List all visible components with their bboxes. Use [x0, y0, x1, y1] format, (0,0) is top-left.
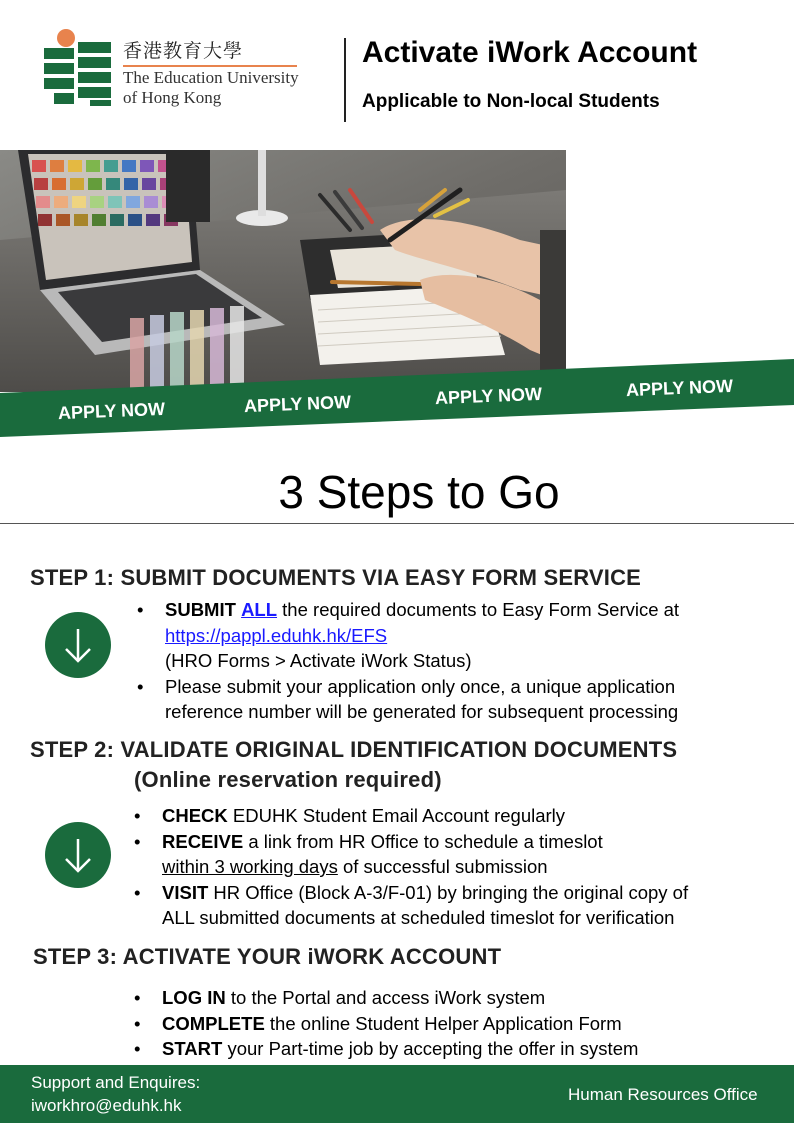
list-item [137, 597, 680, 623]
keyword: VISIT [162, 881, 209, 903]
bullet-text: to the Portal and access iWork system [230, 987, 546, 1008]
logo-english-name-line1: The Education University [123, 68, 299, 87]
efs-link[interactable]: https://pappl.eduhk.hk/EFS [165, 624, 388, 646]
list-item-continuation [162, 905, 688, 931]
all-link[interactable]: ALL [241, 599, 278, 620]
office-name: Human Resources Office [568, 1085, 758, 1104]
bullet: • [134, 1012, 141, 1034]
section-divider [0, 523, 794, 524]
support-email-link[interactable]: iworkhro@eduhk.hk [31, 1096, 182, 1115]
step1-list [137, 597, 680, 725]
bullet: • [134, 1038, 141, 1059]
keyword: COMPLETE [162, 1012, 265, 1034]
logo-english-name-line2: of Hong Kong [123, 88, 222, 107]
apply-now-button-2[interactable]: APPLY NOW [243, 391, 352, 417]
support-label: Support and Enquires: [31, 1073, 201, 1092]
bullet: • [137, 599, 144, 620]
step1-heading: STEP 1: SUBMIT DOCUMENTS VIA EASY FORM SERVICE [30, 565, 642, 590]
bullet: • [134, 830, 141, 852]
list-item [134, 1036, 639, 1062]
logo-chinese-name: 香港教育大學 [123, 40, 244, 62]
apply-now-banner [0, 355, 794, 445]
list-item-continuation [165, 648, 679, 674]
page-title: Activate iWork Account [362, 36, 698, 69]
apply-now-button-4[interactable]: APPLY NOW [625, 375, 734, 401]
page-subtitle: Applicable to Non-local Students [362, 91, 660, 112]
step3-heading: STEP 3: ACTIVATE YOUR iWORK ACCOUNT [33, 944, 502, 969]
bullet: • [134, 881, 141, 903]
bullet-text: ALL submitted documents at scheduled timeslot for verification [162, 907, 675, 928]
list-item [134, 880, 689, 906]
bullet-text: Please submit your application only once, a unique application [165, 675, 676, 697]
list-item [134, 803, 688, 829]
step2-heading: STEP 2: VALIDATE ORIGINAL IDENTIFICATION DOCUMENTS [30, 737, 678, 762]
arrow-down-icon [45, 612, 111, 678]
bullet-text: HR Office (Block A-3/F-01) by bringing the original copy of [213, 881, 689, 903]
list-item-continuation [165, 623, 679, 649]
step2-subheading: (Online reservation required) [134, 767, 442, 792]
footer [0, 1065, 794, 1123]
step1-arrow-circle [45, 612, 111, 678]
list-item-continuation [165, 699, 679, 725]
eduhk-emblem-icon [44, 28, 114, 108]
bullet-text: the required documents to Easy Form Service at [282, 599, 680, 620]
eduhk-logo [44, 28, 304, 118]
arrow-down-icon [45, 822, 111, 888]
header-divider [344, 38, 346, 122]
list-item-continuation [162, 854, 688, 880]
list-item [134, 985, 638, 1011]
bullet-text: the online Student Helper Application Form [269, 1012, 622, 1034]
deadline-text: within 3 working days [162, 856, 338, 877]
bullet: • [134, 987, 141, 1008]
keyword: RECEIVE [162, 830, 244, 852]
bullet-text: reference number will be generated for subsequent processing [165, 701, 679, 722]
step3-list [134, 985, 639, 1062]
keyword: CHECK [162, 805, 228, 826]
bullet-text: of successful submission [342, 856, 548, 877]
bullet-text: EDUHK Student Email Account regularly [232, 805, 566, 826]
bullet-text: (HRO Forms > Activate iWork Status) [165, 650, 472, 671]
bullet: • [137, 675, 144, 697]
list-item [134, 829, 688, 855]
keyword: SUBMIT [165, 599, 236, 620]
apply-now-button-1[interactable]: APPLY NOW [57, 398, 166, 424]
logo-divider [123, 65, 297, 67]
steps-heading: 3 Steps to Go [278, 466, 560, 518]
step2-arrow-circle [45, 822, 111, 888]
keyword: START [162, 1038, 223, 1059]
step2-list [134, 803, 689, 931]
apply-now-button-3[interactable]: APPLY NOW [434, 383, 543, 409]
keyword: LOG IN [162, 987, 226, 1008]
bullet-text: your Part-time job by accepting the offer in system [227, 1038, 639, 1059]
list-item [134, 1011, 638, 1037]
bullet-text: a link from HR Office to schedule a timeslot [248, 830, 603, 852]
bullet: • [134, 805, 141, 826]
list-item [137, 674, 679, 700]
